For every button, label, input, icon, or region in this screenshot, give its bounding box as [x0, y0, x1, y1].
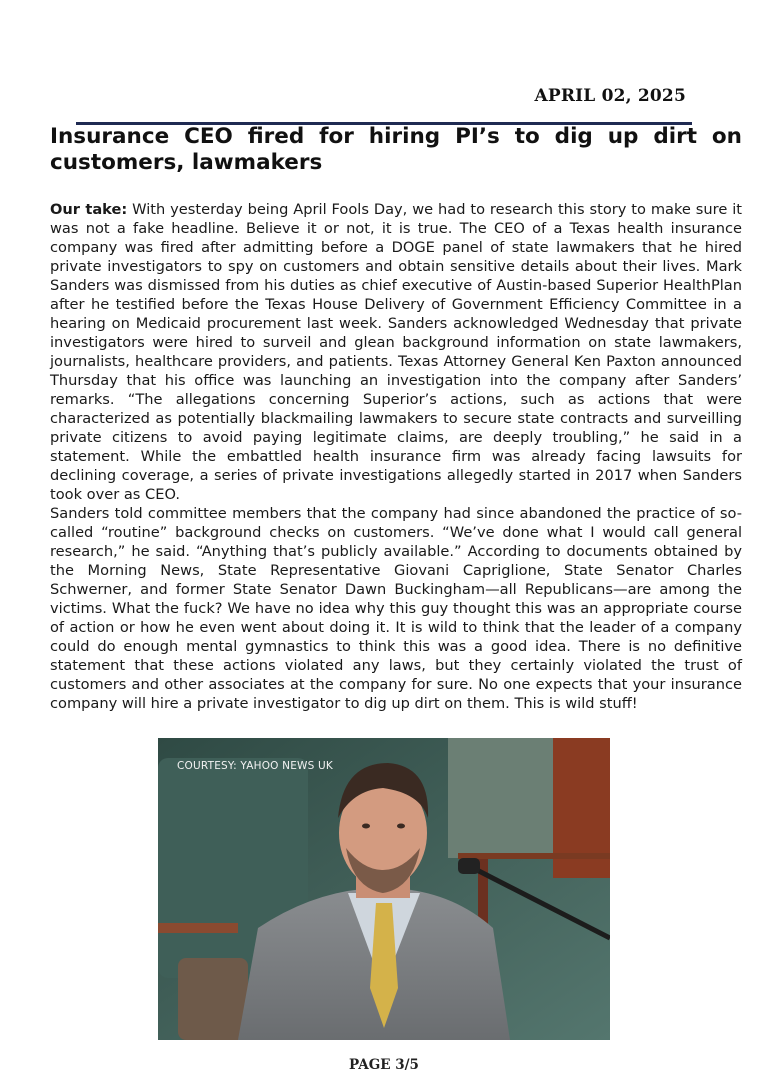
article-paragraph	[50, 200, 742, 504]
paragraph-1-text: With yesterday being April Fools Day, we had to research this story to make sure it was not a fake headline. Believe it or not, it is true. The CEO of a Texas health insurance company was fired after admitting before a DOGE panel of state lawmakers that he hired private investigators to spy on customers and obtain sensitive details about their lives. Mark Sanders was dismissed from his duties as chief executive of Austin-based Superior HealthPlan after he testified before the Texas House Delivery of Government Efficiency Committee in a hearing on Medicaid procurement last week. Sanders acknowledged Wednesday that private investigators were hired to surveil and glean background information on state lawmakers, journalists, healthcare providers, and patients. Texas Attorney General Ken Paxton announced Thursday that his office was launching an investigation into the company after Sanders’ remarks. “The allegations concerning Superior’s actions, such as actions that were characterized as potentially blackmailing lawmakers to secure state contracts and surveilling private citizens to avoid paying legitimate claims, are deeply troubling,” he said in a statement. While the embattled health insurance firm was already facing lawsuits for declining coverage, a series of private investigations allegedly started in 2017 when Sanders took over as CEO.	[50, 201, 742, 503]
page-number: PAGE 3/5	[349, 1057, 419, 1073]
issue-date: APRIL 02, 2025	[534, 86, 686, 106]
photo-illustration	[158, 738, 610, 1040]
article-headline: Insurance CEO fired for hiring PI’s to dig up dirt on customers, lawmakers	[50, 124, 742, 175]
article-photo	[158, 738, 610, 1040]
lead-label: Our take:	[50, 201, 128, 218]
photo-credit: COURTESY: YAHOO NEWS UK	[177, 760, 334, 772]
article-body	[50, 200, 742, 713]
article-paragraph-2: Sanders told committee members that the company had since abandoned the practice of so-called “routine” background checks on customers. “We’ve done what I would call general research,” he said. “Anything that’s publicly available.” According to documents obtained by the Morning News, State Representative Giovani Capriglione, State Senator Charles Schwerner, and former State Senator Dawn Buckingham—all Republicans—are among the victims. What the fuck? We have no idea why this guy thought this was an appropriate course of action or how he even went about doing it. It is wild to think that the leader of a company could do enough mental gymnastics to think this was a good idea. There is no definitive statement that these actions violated any laws, but they certainly violated the trust of customers and other associates at the company for sure. No one expects that your insurance company will hire a private investigator to dig up dirt on them. This is wild stuff!	[50, 505, 742, 712]
